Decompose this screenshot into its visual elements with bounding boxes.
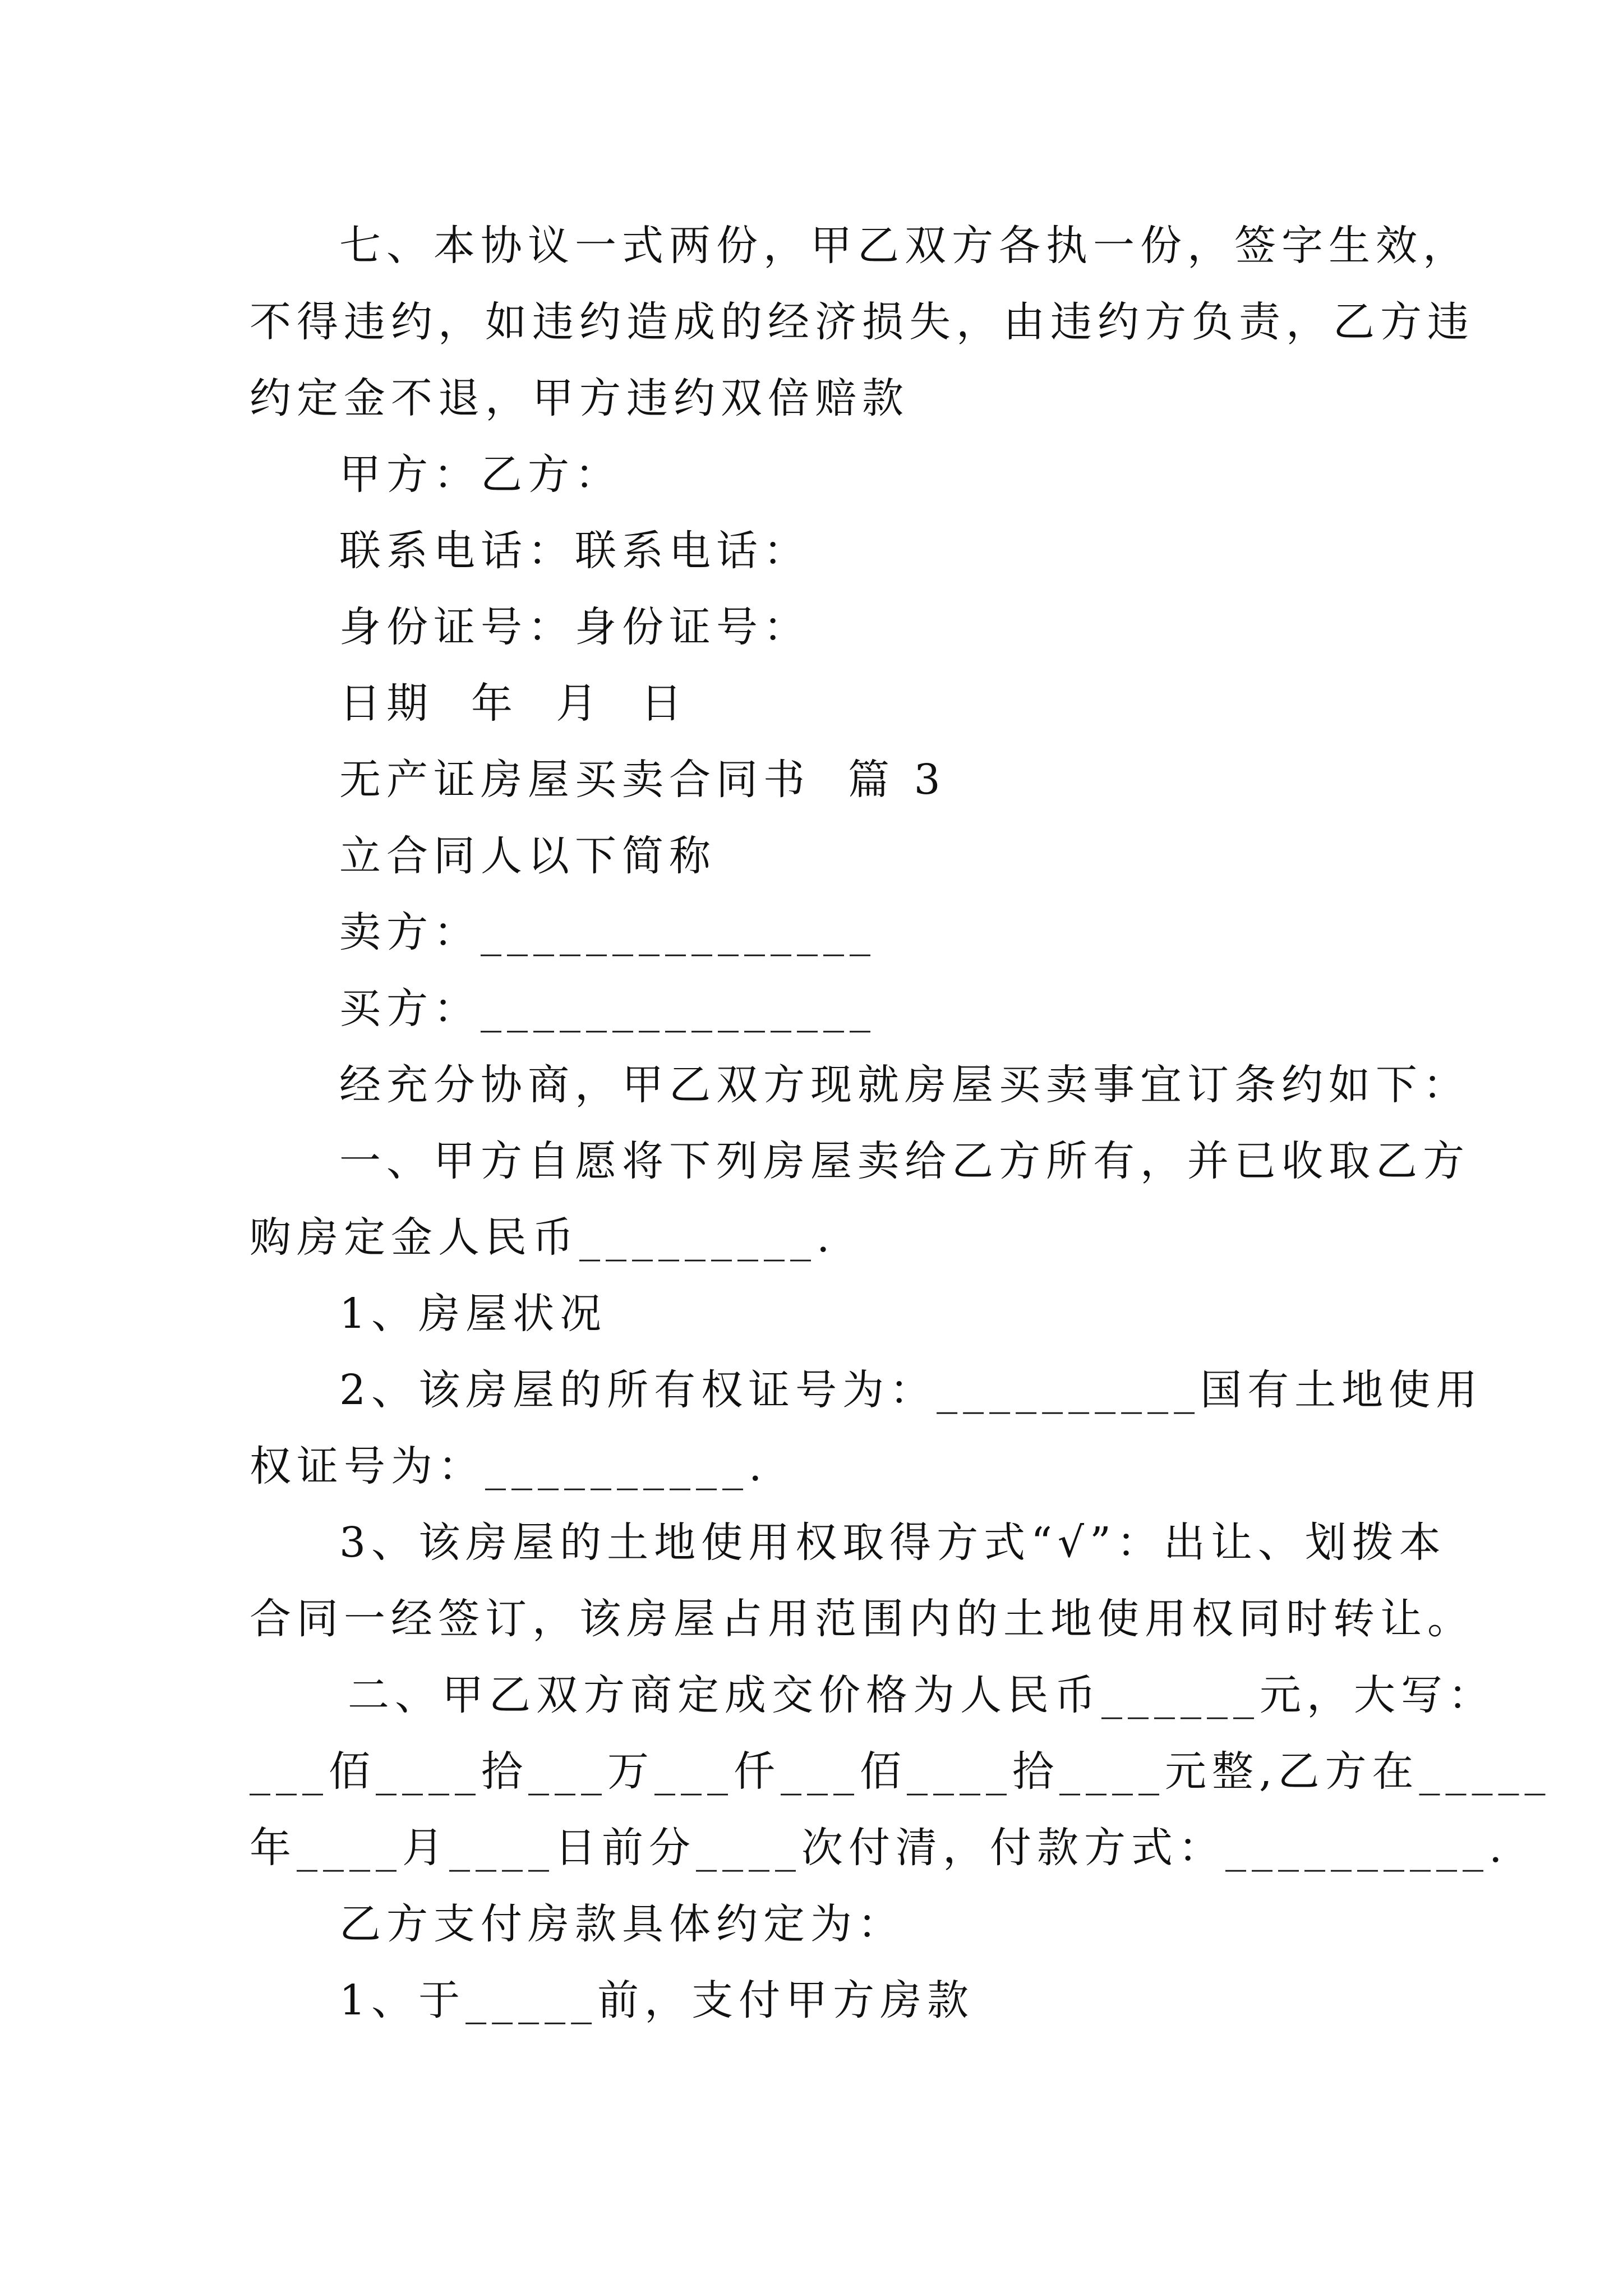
clause-line: 权证号为：__________. xyxy=(250,1442,768,1490)
clause-line: 二、甲乙双方商定成交价格为人民币______元，大写： xyxy=(348,1671,1495,1719)
paragraph-line: 乙方支付房款具体约定为： xyxy=(339,1900,905,1948)
paragraph-line: 立合同人以下简称 xyxy=(339,832,716,880)
contract-text xyxy=(250,208,1551,2039)
paragraph-line: 1、于_____前，支付甲方房款 xyxy=(339,1976,975,2024)
phone-line: 联系电话：联系电话： xyxy=(339,527,810,575)
clause-line: ___佰____拾___万___仟___佰____拾____元整,乙方在_____ xyxy=(250,1747,1551,1796)
clause-line: 3、该房屋的土地使用权取得方式“√”：出让、划拨本 xyxy=(339,1519,1446,1567)
clause-line: 购房定金人民币_________. xyxy=(250,1213,836,1262)
clause-line: 合同一经签订，该房屋占用范围内的土地使用权同时转让。 xyxy=(250,1595,1474,1643)
buyer-line: 买方：_______________ xyxy=(339,984,876,1033)
seller-line: 卖方：_______________ xyxy=(339,908,876,956)
clause-line: 年____月____日前分____次付清，付款方式：__________. xyxy=(250,1824,1508,1872)
paragraph-line: 经充分协商，甲乙双方现就房屋买卖事宜订条约如下： xyxy=(339,1061,1470,1109)
clause-line: 一、甲方自愿将下列房屋卖给乙方所有，并已收取乙方 xyxy=(339,1137,1470,1185)
section-title: 无产证房屋买卖合同书 篇 3 xyxy=(339,756,946,804)
id-number-line: 身份证号：身份证号： xyxy=(339,603,810,651)
paragraph-line: 约定金不退，甲方违约双倍赔款 xyxy=(250,374,909,422)
paragraph-line: 不得违约，如违约造成的经济损失，由违约方负责，乙方违 xyxy=(250,298,1474,346)
party-line: 甲方：乙方： xyxy=(339,450,622,499)
clause-line: 1、房屋状况 xyxy=(339,1290,607,1338)
date-line: 日期 年 月 日 xyxy=(339,679,688,728)
clause-line: 2、该房屋的所有权证号为：__________国有土地使用 xyxy=(339,1366,1483,1414)
paragraph-line: 七、本协议一式两份，甲乙双方各执一份，签字生效， xyxy=(339,222,1470,270)
